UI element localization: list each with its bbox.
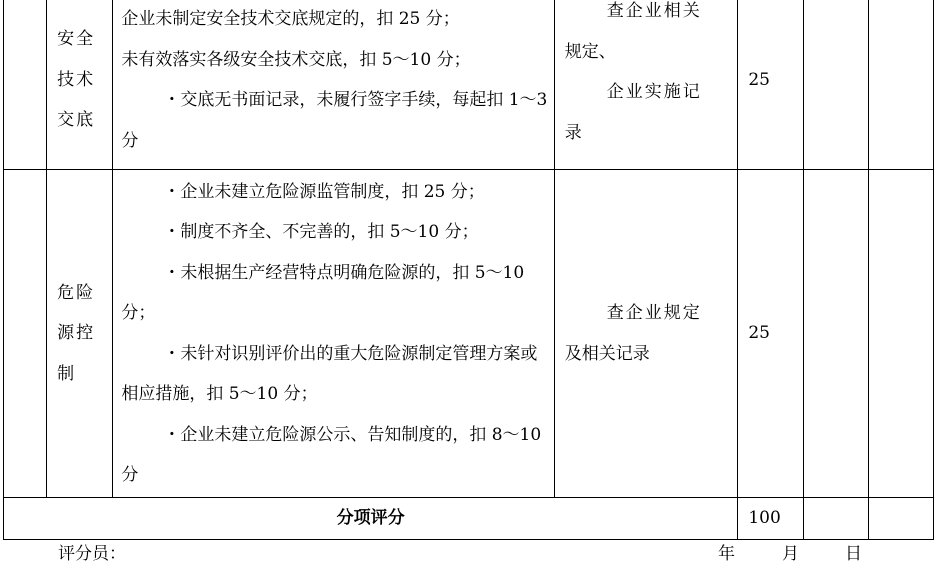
day-label: 日	[845, 544, 862, 564]
criteria-line: ・未针对识别评价出的重大危险源制定管理方案或相应措施，扣 5～10 分；	[121, 343, 538, 404]
blank-cell	[4, 170, 47, 498]
blank-cell	[803, 498, 868, 540]
method-line: 企业实施记	[606, 82, 702, 102]
assessment-table	[3, 0, 934, 540]
item-name-line: 安全	[57, 29, 96, 50]
criteria-line: ・未根据生产经营特点明确危险源的，扣 5～10 分；	[121, 262, 525, 323]
criteria-line: ・企业未建立危险源公示、告知制度的，扣 8～10 分	[121, 424, 542, 485]
item-name-line: 危险	[57, 282, 96, 303]
criteria-line: ・企业未建立危险源监管制度，扣 25 分；	[163, 181, 485, 202]
blank-cell	[4, 0, 47, 170]
subtotal-score: 100	[738, 498, 803, 540]
subtotal-label: 分项评分	[4, 498, 738, 540]
blank-cell	[803, 170, 868, 498]
criteria-cell	[113, 170, 554, 498]
method-line: 录	[564, 122, 582, 143]
method-cell	[554, 170, 738, 498]
blank-cell	[868, 0, 933, 170]
year-label: 年	[718, 544, 735, 564]
month-label: 月	[782, 544, 799, 564]
score-cell: 25	[738, 0, 803, 170]
method-line: 规定、	[564, 41, 616, 62]
blank-cell	[868, 498, 933, 540]
rater-label: 评分员：	[58, 544, 126, 564]
table-row	[4, 170, 934, 498]
item-name-line: 技术	[57, 69, 96, 90]
criteria-line: 企业未制定安全技术交底规定的，扣 25 分；	[121, 9, 460, 29]
item-name-cell	[47, 170, 113, 498]
criteria-line: 未有效落实各级安全技术交底，扣 5～10 分；	[121, 49, 471, 70]
method-line: 查企业相关	[606, 1, 702, 21]
criteria-line: ・交底无书面记录，未履行签字手续，每起扣 1～3 分	[121, 90, 548, 151]
score-cell: 25	[738, 170, 803, 498]
table-row	[4, 0, 934, 170]
signature-footer	[0, 538, 940, 570]
blank-cell	[803, 0, 868, 170]
criteria-line: ・制度不齐全、不完善的，扣 5～10 分；	[163, 222, 479, 242]
item-name-cell	[47, 0, 113, 170]
item-name-line: 源控	[57, 323, 96, 344]
criteria-cell	[113, 0, 554, 170]
item-name-line: 制	[57, 363, 77, 384]
subtotal-row	[4, 498, 934, 540]
method-line: 及相关记录	[564, 343, 650, 364]
method-cell	[554, 0, 738, 170]
blank-cell	[868, 170, 933, 498]
method-line: 查企业规定	[606, 303, 702, 323]
item-name-line: 交底	[57, 110, 96, 131]
